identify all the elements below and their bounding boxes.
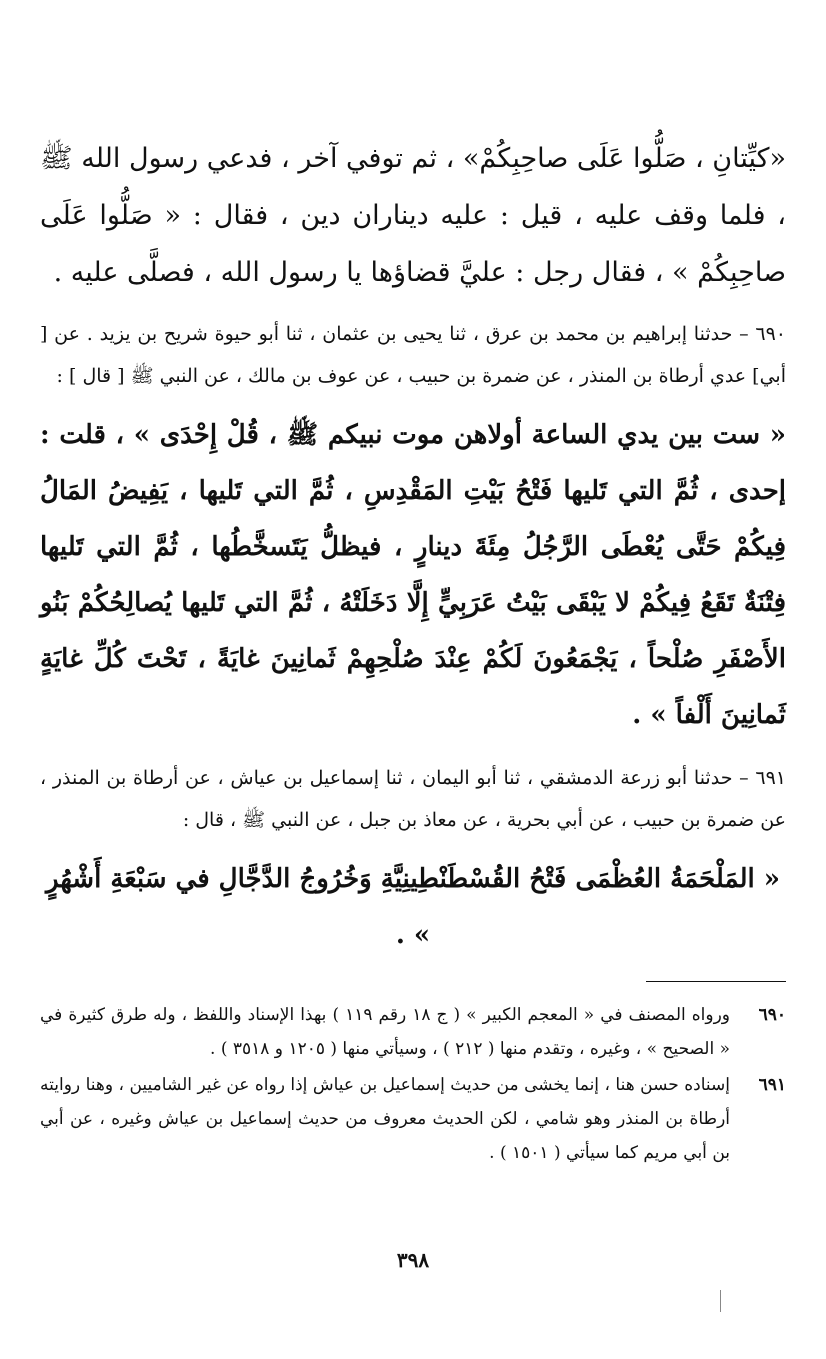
hadith-690-isnad: ٦٩٠ – حدثنا إبراهيم بن محمد بن عرق ، ثنا يحيى بن عثمان ، ثنا أبو حيوة شريح بن يزيد . عن [ أبي] عدي أرطاة بن المنذر ، عن ضمرة بن حبيب ، عن عوف بن مالك ، عن النبي ﷺ [ قال ] :: [40, 323, 786, 387]
footnote-number: ٦٩١: [758, 1075, 786, 1095]
hadith-691-matn: « المَلْحَمَةُ العُظْمَى فَتْحُ القُسْطَنْطِينِيَّةِ وَخُرُوجُ الدَّجَّالِ في سَبْعَةِ أَشْهُرٍ » .: [45, 864, 781, 950]
footnote-number: ٦٩٠: [758, 1005, 786, 1025]
footnote-690: [40, 998, 786, 1066]
hadith-691-isnad: ٦٩١ – حدثنا أبو زرعة الدمشقي ، ثنا أبو اليمان ، ثنا إسماعيل بن عياش ، عن أرطاة بن المنذر ، عن ضمرة بن حبيب ، عن أبي بحرية ، عن معاذ بن جبل ، عن النبي ﷺ ، قال :: [40, 767, 786, 831]
page-number: ٣٩٨: [396, 1248, 430, 1272]
continuation-paragraph: «كيِّتانِ ، صَلُّوا عَلَى صاحِبِكُمْ» ، ثم توفي آخر ، فدعي رسول الله ﷺ ، فلما وقف عليه ، قيل : عليه ديناران دين ، فقال : « صَلُّوا عَلَى صاحِبِكُمْ » ، فقال رجل : عليَّ قضاؤها يا رسول الله ، فصلَّى عليه .: [40, 143, 786, 288]
footnote-divider: [646, 981, 786, 982]
footnote-text: ورواه المصنف في « المعجم الكبير » ( ج ١٨ رقم ١١٩ ) بهذا الإسناد واللفظ ، وله طرق كثيرة في « الصحيح » ، وغيره ، وتقدم منها ( ٢١٢ ) ، وسيأتي منها ( ١٢٠٥ و ٣٥١٨ ) .: [40, 1005, 731, 1059]
scan-edge-mark: [720, 1290, 721, 1312]
hadith-690-matn: « ست بين يدي الساعة أولاهن موت نبيكم ﷺ ، قُلْ إِحْدَى » ، قلت : إحدى ، ثُمَّ التي تَليها فَتْحُ بَيْتِ المَقْدِسِ ، ثُمَّ التي تَليها ، يَفِيضُ المَالُ فِيكُمْ حَتَّى يُعْطَى الرَّجُلُ مِئَةَ دينارٍ ، فيظلُّ يَتَسخَّطُها ، ثُمَّ التي تَليها فِتْنَةٌ تَقَعُ فِيكُمْ لا يَبْقَى بَيْتُ عَرَبِيٍّ إِلَّا دَخَلَتْهُ ، ثُمَّ التي تَليها يُصالِحُكُمْ بَنُو الأَصْفَرِ صُلْحاً ، يَجْمَعُونَ لَكُمْ عِنْدَ صُلْحِهِمْ ثَمانِينَ غايَةً ، تَحْتَ كُلِّ غايَةٍ ثَمانِينَ أَلْفاً » .: [40, 420, 787, 730]
footnote-691: [40, 1068, 786, 1170]
footnote-text: إسناده حسن هنا ، إنما يخشى من حديث إسماعيل بن عياش إذا رواه عن غير الشاميين ، وهنا روايته أرطاة بن المنذر وهو شامي ، لكن الحديث معروف من حديث إسماعيل بن عياش وغيره ، عن أبي بن أبي مريم كما سيأتي ( ١٥٠١ ) .: [40, 1075, 730, 1163]
page-body: [40, 130, 786, 1172]
